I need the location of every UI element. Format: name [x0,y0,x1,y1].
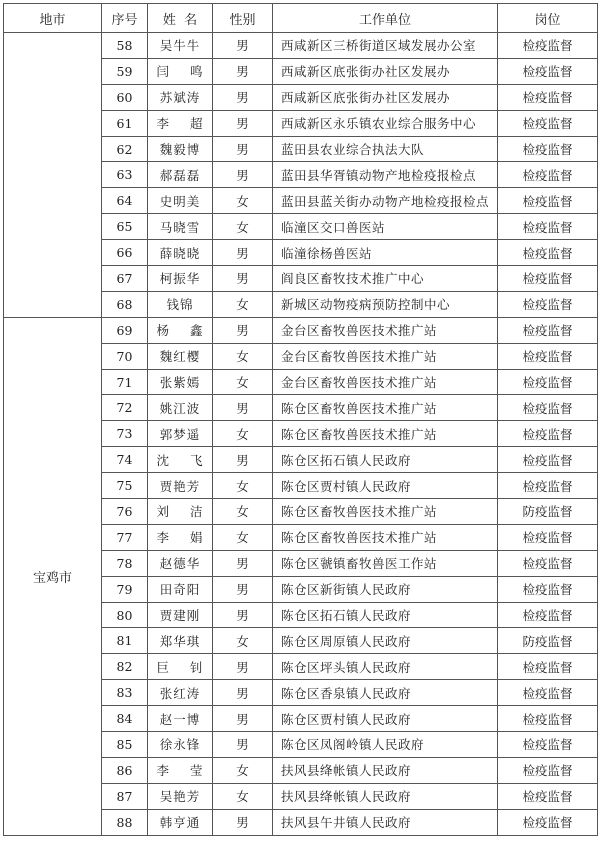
name-cell: 魏毅博 [148,136,213,162]
unit-cell: 陈仓区新街镇人民政府 [273,576,498,602]
unit-cell: 金台区畜牧兽医技术推广站 [273,317,498,343]
name-cell: 柯振华 [148,266,213,292]
gender-cell: 男 [213,732,273,758]
seq-cell: 83 [102,680,148,706]
gender-cell: 女 [213,473,273,499]
name-cell: 李 娟 [148,524,213,550]
gender-cell: 男 [213,136,273,162]
unit-cell: 金台区畜牧兽医技术推广站 [273,343,498,369]
gender-cell: 男 [213,110,273,136]
header-unit: 工作单位 [273,4,498,33]
name-cell: 郭梦遥 [148,421,213,447]
unit-cell: 陈仓区周原镇人民政府 [273,628,498,654]
unit-cell: 阎良区畜牧技术推广中心 [273,266,498,292]
name-cell: 史明美 [148,188,213,214]
table-header-row [4,4,598,33]
gender-cell: 女 [213,524,273,550]
name-cell: 沈 飞 [148,447,213,473]
unit-cell: 临潼徐杨兽医站 [273,240,498,266]
table-body [4,33,598,836]
post-cell: 检疫监督 [498,680,598,706]
seq-cell: 86 [102,757,148,783]
unit-cell: 蓝田县华胥镇动物产地检疫报检点 [273,162,498,188]
post-cell: 检疫监督 [498,654,598,680]
seq-cell: 62 [102,136,148,162]
seq-cell: 69 [102,317,148,343]
name-cell: 田奇阳 [148,576,213,602]
gender-cell: 女 [213,783,273,809]
unit-cell: 陈仓区畜牧兽医技术推广站 [273,421,498,447]
post-cell: 检疫监督 [498,395,598,421]
name-cell: 韩亨通 [148,809,213,835]
seq-cell: 74 [102,447,148,473]
gender-cell: 男 [213,706,273,732]
name-cell: 贾艳芳 [148,473,213,499]
post-cell: 检疫监督 [498,706,598,732]
seq-cell: 75 [102,473,148,499]
name-cell: 钱锦 [148,291,213,317]
gender-cell: 男 [213,395,273,421]
post-cell: 防疫监督 [498,499,598,525]
post-cell: 检疫监督 [498,447,598,473]
post-cell: 检疫监督 [498,369,598,395]
gender-cell: 男 [213,58,273,84]
unit-cell: 陈仓区贾村镇人民政府 [273,706,498,732]
table-row [4,317,598,343]
post-cell: 检疫监督 [498,602,598,628]
name-cell: 赵德华 [148,550,213,576]
unit-cell: 陈仓区凤阁岭镇人民政府 [273,732,498,758]
post-cell: 检疫监督 [498,84,598,110]
name-cell: 郝磊磊 [148,162,213,188]
post-cell: 检疫监督 [498,809,598,835]
city-cell: 宝鸡市 [4,317,102,835]
seq-cell: 59 [102,58,148,84]
seq-cell: 58 [102,33,148,59]
unit-cell: 陈仓区畜牧兽医技术推广站 [273,524,498,550]
gender-cell: 女 [213,499,273,525]
name-cell: 贾建刚 [148,602,213,628]
seq-cell: 63 [102,162,148,188]
header-name: 姓 名 [148,4,213,33]
post-cell: 检疫监督 [498,473,598,499]
gender-cell: 男 [213,680,273,706]
gender-cell: 男 [213,576,273,602]
post-cell: 检疫监督 [498,110,598,136]
post-cell: 检疫监督 [498,291,598,317]
post-cell: 检疫监督 [498,188,598,214]
post-cell: 检疫监督 [498,524,598,550]
name-cell: 巨 钊 [148,654,213,680]
seq-cell: 76 [102,499,148,525]
name-cell: 李 超 [148,110,213,136]
unit-cell: 陈仓区坪头镇人民政府 [273,654,498,680]
post-cell: 检疫监督 [498,162,598,188]
name-cell: 苏斌涛 [148,84,213,110]
post-cell: 检疫监督 [498,33,598,59]
name-cell: 吴艳芳 [148,783,213,809]
seq-cell: 65 [102,214,148,240]
gender-cell: 男 [213,809,273,835]
seq-cell: 82 [102,654,148,680]
unit-cell: 陈仓区拓石镇人民政府 [273,602,498,628]
post-cell: 检疫监督 [498,317,598,343]
gender-cell: 女 [213,757,273,783]
gender-cell: 男 [213,84,273,110]
post-cell: 检疫监督 [498,58,598,84]
post-cell: 防疫监督 [498,628,598,654]
seq-cell: 87 [102,783,148,809]
gender-cell: 男 [213,447,273,473]
unit-cell: 西咸新区底张街办社区发展办 [273,58,498,84]
gender-cell: 男 [213,240,273,266]
unit-cell: 西咸新区底张街办社区发展办 [273,84,498,110]
gender-cell: 女 [213,214,273,240]
unit-cell: 陈仓区香泉镇人民政府 [273,680,498,706]
gender-cell: 男 [213,602,273,628]
unit-cell: 西咸新区永乐镇农业综合服务中心 [273,110,498,136]
seq-cell: 79 [102,576,148,602]
post-cell: 检疫监督 [498,214,598,240]
seq-cell: 68 [102,291,148,317]
gender-cell: 女 [213,369,273,395]
seq-cell: 84 [102,706,148,732]
seq-cell: 67 [102,266,148,292]
gender-cell: 男 [213,317,273,343]
seq-cell: 81 [102,628,148,654]
seq-cell: 88 [102,809,148,835]
seq-cell: 73 [102,421,148,447]
name-cell: 魏红樱 [148,343,213,369]
seq-cell: 77 [102,524,148,550]
post-cell: 检疫监督 [498,576,598,602]
unit-cell: 陈仓区贾村镇人民政府 [273,473,498,499]
post-cell: 检疫监督 [498,136,598,162]
post-cell: 检疫监督 [498,240,598,266]
name-cell: 赵一博 [148,706,213,732]
name-cell: 闫 鸣 [148,58,213,84]
gender-cell: 男 [213,266,273,292]
gender-cell: 男 [213,550,273,576]
personnel-sheet [3,3,598,836]
seq-cell: 66 [102,240,148,266]
gender-cell: 女 [213,188,273,214]
name-cell: 张紫嫣 [148,369,213,395]
seq-cell: 85 [102,732,148,758]
unit-cell: 扶风县绛帐镇人民政府 [273,783,498,809]
header-post: 岗位 [498,4,598,33]
seq-cell: 71 [102,369,148,395]
unit-cell: 蓝田县蓝关街办动物产地检疫报检点 [273,188,498,214]
gender-cell: 女 [213,421,273,447]
name-cell: 刘 洁 [148,499,213,525]
name-cell: 薛晓晓 [148,240,213,266]
unit-cell: 金台区畜牧兽医技术推广站 [273,369,498,395]
gender-cell: 男 [213,33,273,59]
name-cell: 徐永锋 [148,732,213,758]
unit-cell: 扶风县午井镇人民政府 [273,809,498,835]
name-cell: 张红涛 [148,680,213,706]
gender-cell: 男 [213,654,273,680]
gender-cell: 男 [213,162,273,188]
seq-cell: 60 [102,84,148,110]
header-seq: 序号 [102,4,148,33]
gender-cell: 女 [213,628,273,654]
seq-cell: 61 [102,110,148,136]
seq-cell: 80 [102,602,148,628]
personnel-table [3,3,598,836]
gender-cell: 女 [213,343,273,369]
post-cell: 检疫监督 [498,421,598,447]
name-cell: 郑华琪 [148,628,213,654]
unit-cell: 陈仓区畜牧兽医技术推广站 [273,499,498,525]
unit-cell: 陈仓区虢镇畜牧兽医工作站 [273,550,498,576]
header-city: 地市 [4,4,102,33]
post-cell: 检疫监督 [498,343,598,369]
seq-cell: 64 [102,188,148,214]
name-cell: 吴牛牛 [148,33,213,59]
unit-cell: 陈仓区拓石镇人民政府 [273,447,498,473]
table-row [4,33,598,59]
seq-cell: 72 [102,395,148,421]
unit-cell: 临潼区交口兽医站 [273,214,498,240]
unit-cell: 西咸新区三桥街道区域发展办公室 [273,33,498,59]
unit-cell: 陈仓区畜牧兽医技术推广站 [273,395,498,421]
unit-cell: 扶风县绛帐镇人民政府 [273,757,498,783]
post-cell: 检疫监督 [498,266,598,292]
post-cell: 检疫监督 [498,783,598,809]
post-cell: 检疫监督 [498,757,598,783]
unit-cell: 新城区动物疫病预防控制中心 [273,291,498,317]
name-cell: 李 莹 [148,757,213,783]
name-cell: 杨 鑫 [148,317,213,343]
unit-cell: 蓝田县农业综合执法大队 [273,136,498,162]
post-cell: 检疫监督 [498,550,598,576]
gender-cell: 女 [213,291,273,317]
name-cell: 马晓雪 [148,214,213,240]
seq-cell: 78 [102,550,148,576]
header-gender: 性别 [213,4,273,33]
city-cell [4,33,102,318]
seq-cell: 70 [102,343,148,369]
post-cell: 检疫监督 [498,732,598,758]
name-cell: 姚江波 [148,395,213,421]
